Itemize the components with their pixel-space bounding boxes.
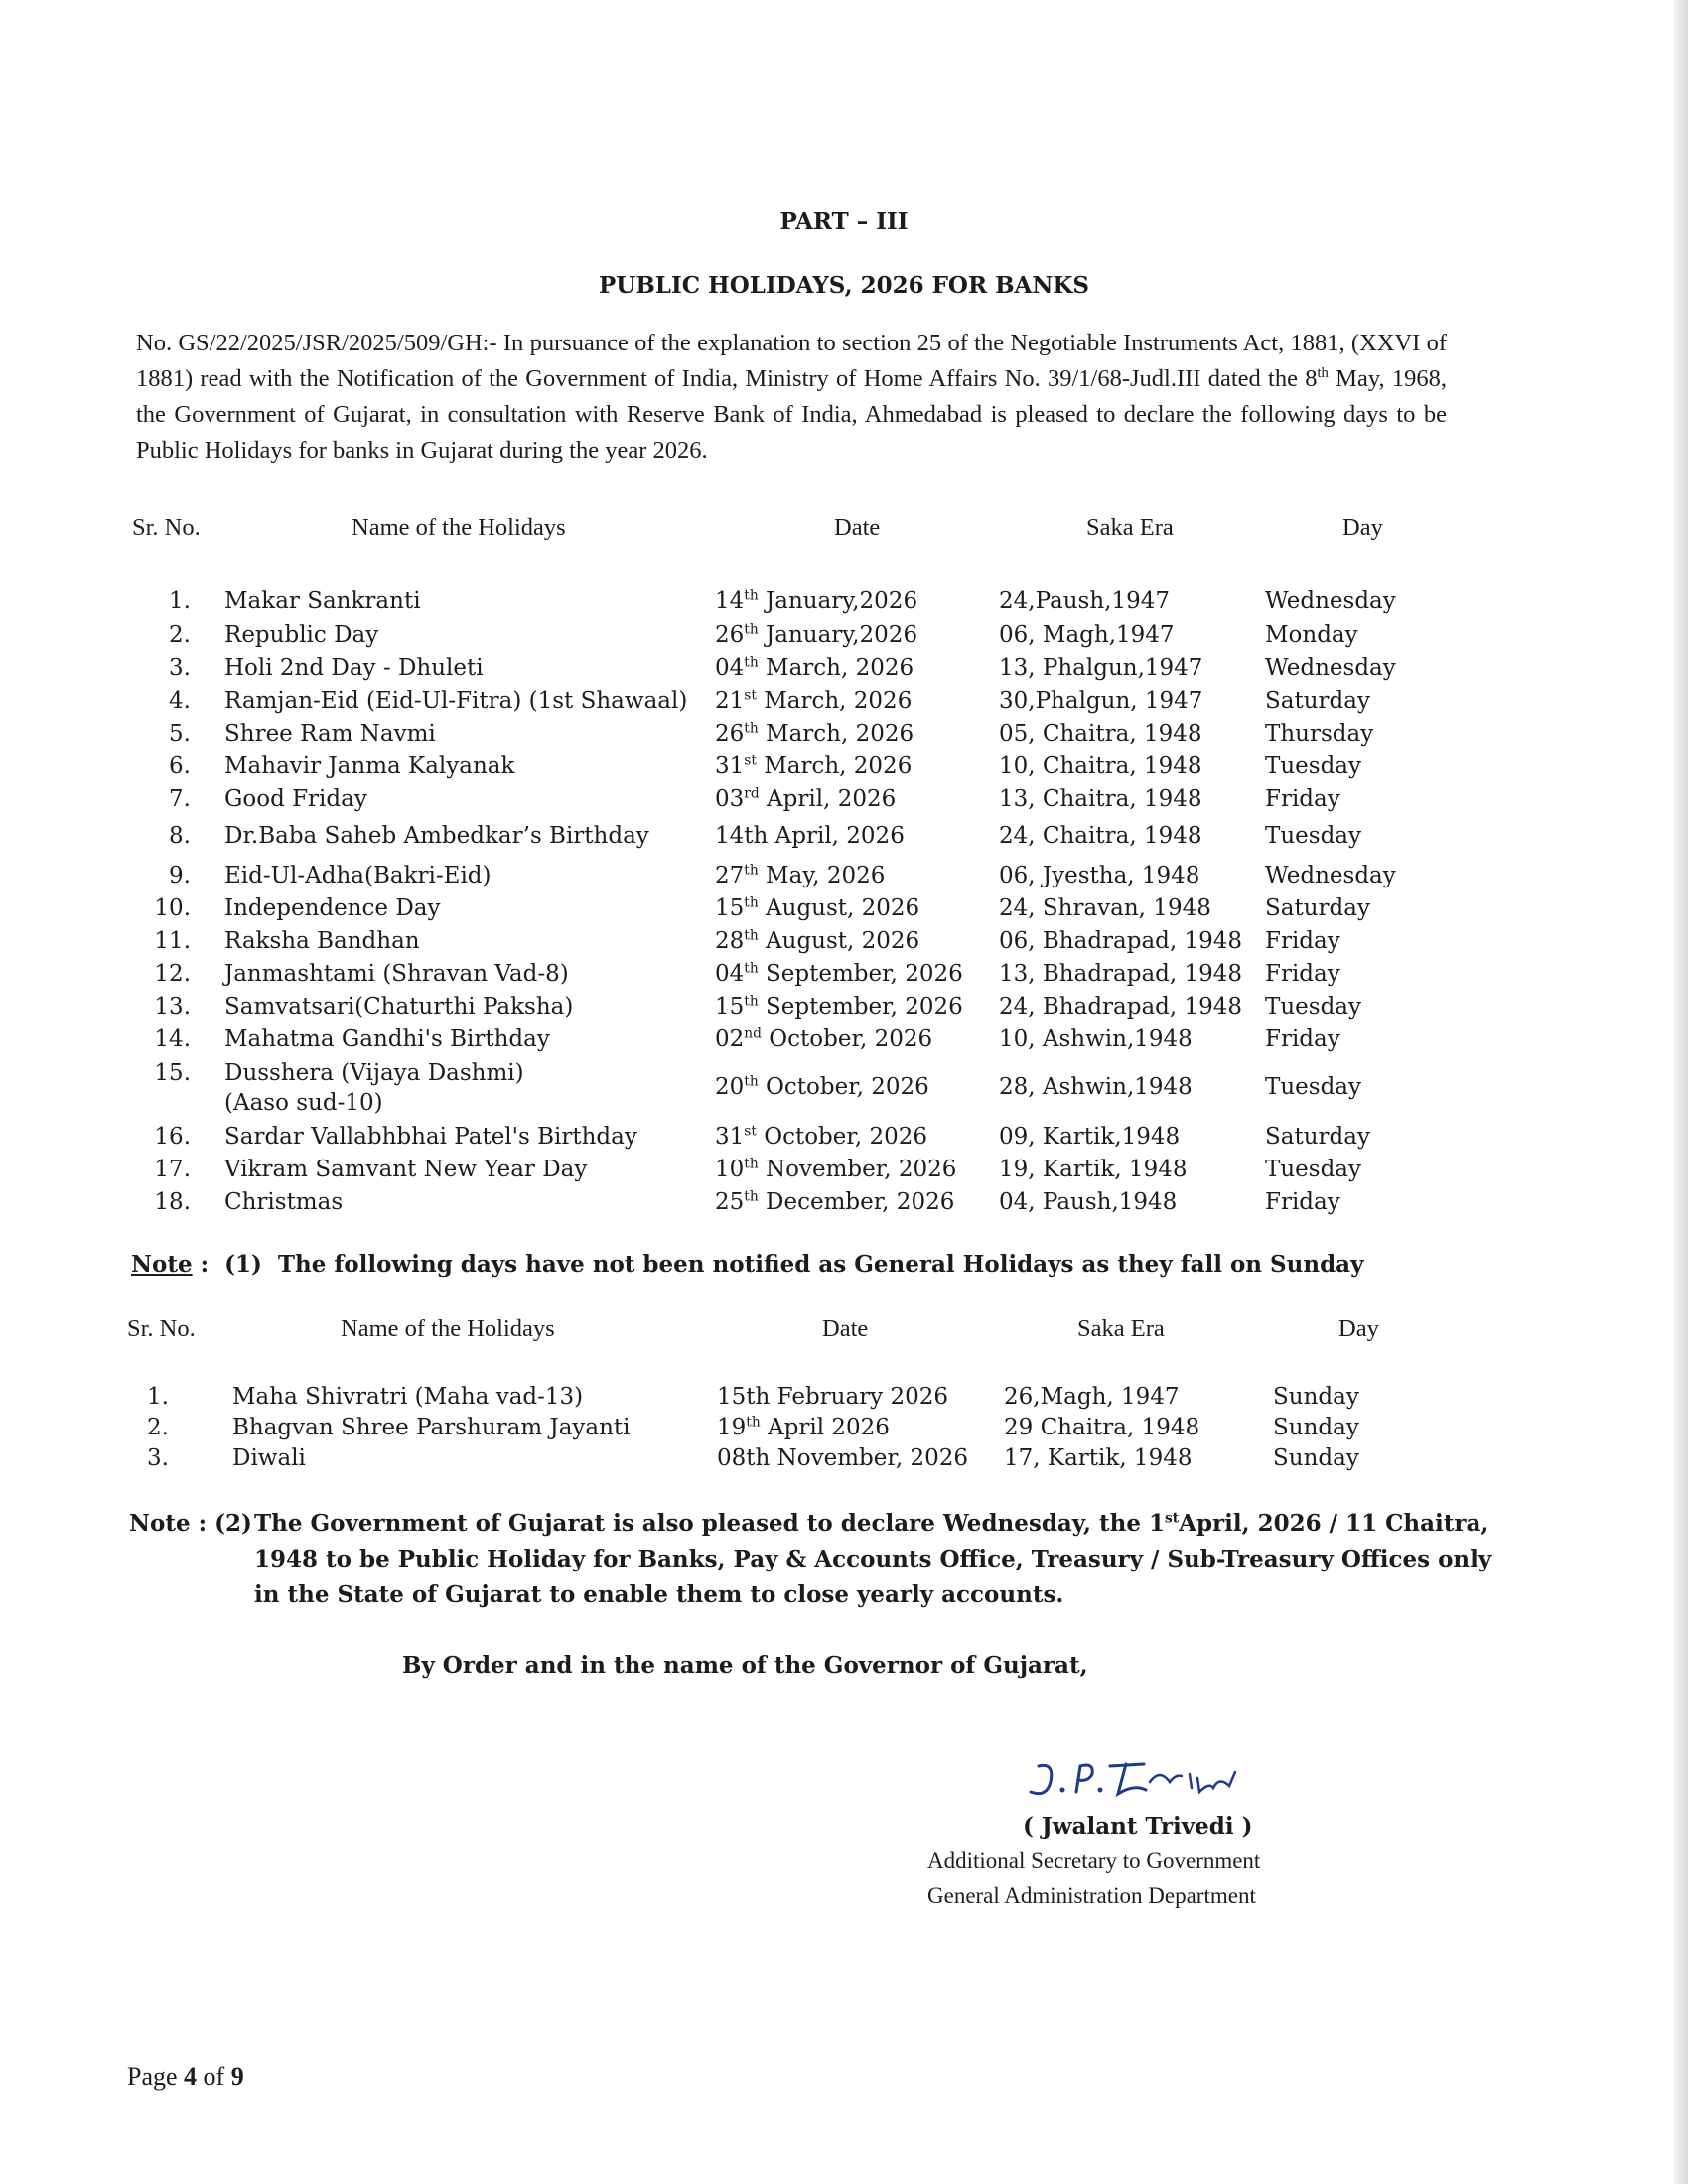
date-rest: January,2026 (758, 622, 918, 648)
note-2-label: Note : (2) (129, 1510, 252, 1537)
date-day: 27 (715, 863, 745, 888)
table-row-sr-no (129, 620, 191, 650)
weekday: Friday (1265, 786, 1340, 812)
table-row-saka-era (999, 751, 1201, 781)
table-row-sr-no (129, 719, 191, 749)
weekday: Wednesday (1265, 655, 1396, 681)
date-ordinal: th (744, 1188, 759, 1205)
table-row-saka-era (999, 784, 1201, 814)
sr-no: 14. (154, 1026, 191, 1052)
table-row-holiday (224, 751, 514, 781)
table-row-sr-no (129, 959, 191, 989)
date-day: 19 (717, 1415, 747, 1440)
table-row-holiday (224, 1187, 343, 1217)
date-day: 31 (715, 1124, 745, 1150)
table-row-date (715, 586, 917, 615)
sunday-header-date: Date (822, 1315, 869, 1342)
note-1-text: The following days have not been notified as General Holidays as they fall on Sunday (277, 1251, 1364, 1278)
table-row-day (1273, 1382, 1359, 1412)
holiday-name-line2: (Aaso sud-10) (224, 1090, 383, 1116)
date-rest: April 2026 (760, 1415, 890, 1440)
date-ordinal: rd (744, 785, 760, 802)
sr-no: 10. (154, 895, 191, 921)
table-row-saka-era (999, 893, 1211, 923)
holiday-name: Mahatma Gandhi's Birthday (224, 1026, 550, 1052)
table-row-date (715, 861, 885, 890)
table-row-day (1265, 821, 1361, 851)
sr-no: 6. (169, 753, 191, 779)
saka-era: 06, Jyestha, 1948 (999, 863, 1200, 888)
sr-no: 8. (169, 823, 191, 849)
sr-no: 18. (154, 1189, 191, 1215)
holiday-name: Makar Sankranti (224, 588, 421, 614)
table-row-day (1273, 1413, 1359, 1442)
weekday: Saturday (1265, 1124, 1370, 1150)
table-row-day (1265, 959, 1340, 989)
saka-era: 19, Kartik, 1948 (999, 1157, 1188, 1182)
table-row-sr-no (129, 893, 191, 923)
saka-era: 09, Kartik,1948 (999, 1124, 1181, 1150)
note-2 (129, 1506, 1499, 1613)
weekday: Tuesday (1265, 994, 1361, 1020)
date-day: 04 (715, 961, 745, 987)
date-rest: March, 2026 (758, 721, 914, 747)
date-rest: April, 2026 (759, 786, 897, 812)
table-row-date (715, 959, 963, 989)
saka-era: 10, Chaitra, 1948 (999, 753, 1202, 779)
date-day: 15 (715, 895, 745, 921)
sr-no: 1. (169, 588, 191, 614)
saka-era: 28, Ashwin,1948 (999, 1074, 1193, 1100)
date-ordinal: st (744, 1123, 757, 1140)
date-day: 03 (715, 786, 745, 812)
table-row-day (1265, 719, 1373, 749)
date-day: 28 (715, 928, 745, 954)
table-row-saka-era (999, 1187, 1177, 1217)
sr-no: 17. (154, 1157, 191, 1182)
part-heading: PART – III (779, 208, 909, 235)
date-rest: March, 2026 (758, 655, 914, 681)
table-row-day (1265, 751, 1361, 781)
table-row-date (715, 686, 912, 716)
date-day: 14 (715, 588, 745, 614)
holiday-name: Independence Day (224, 895, 441, 921)
holiday-name: Vikram Samvant New Year Day (224, 1157, 588, 1182)
table-row-saka-era (999, 1024, 1193, 1054)
sr-no: 11. (154, 928, 191, 954)
table-row-sr-no (129, 821, 191, 851)
weekday: Wednesday (1265, 863, 1396, 888)
weekday: Friday (1265, 1189, 1340, 1215)
table-row-day (1273, 1443, 1359, 1473)
note-2-body (254, 1506, 1499, 1613)
table-row-saka-era (999, 719, 1201, 749)
table-row-holiday (224, 821, 649, 851)
weekday: Saturday (1265, 895, 1370, 921)
holiday-name: Eid-Ul-Adha(Bakri-Eid) (224, 863, 492, 888)
table-row-day (1265, 861, 1396, 890)
saka-era: 29 Chaitra, 1948 (1004, 1415, 1200, 1440)
table-row-holiday (224, 1024, 550, 1054)
date-ordinal: th (746, 1414, 761, 1431)
date-ordinal: th (744, 1073, 759, 1090)
note-1 (131, 1251, 1363, 1278)
by-order-line: By Order and in the name of the Governor of Gujarat, (402, 1652, 1088, 1679)
main-header-saka: Saka Era (1086, 514, 1174, 541)
table-row-date (715, 719, 914, 749)
weekday: Sunday (1273, 1445, 1359, 1471)
note-2-text-end: April, 2026 / 11 Chaitra, 1948 to be Public Holiday for Banks, Pay & Accounts Office, Treasury / Sub-Treasury Offices only in the State of Gujarat to enable them to close yearly accounts. (254, 1510, 1492, 1608)
table-row-sr-no (129, 926, 191, 956)
page-edge-shadow (1674, 0, 1688, 2184)
sr-no: 16. (154, 1124, 191, 1150)
handwritten-signature (1021, 1752, 1279, 1812)
weekday: Sunday (1273, 1415, 1359, 1440)
saka-era: 06, Magh,1947 (999, 622, 1175, 648)
sunday-header-sr: Sr. No. (127, 1315, 196, 1342)
saka-era: 24, Shravan, 1948 (999, 895, 1211, 921)
date-day: 21 (715, 688, 745, 714)
note-2-text-start: The Government of Gujarat is also pleased to declare Wednesday, the 1 (254, 1510, 1165, 1537)
main-header-sr: Sr. No. (132, 514, 201, 541)
weekday: Friday (1265, 1026, 1340, 1052)
intro-text-end: May, 1968, the Government of Gujarat, in consultation with Reserve Bank of India, Ahmedabad is pleased to declare the following days to be Public Holidays for banks in Gujarat during the year 2026. (136, 365, 1447, 464)
sr-no: 3. (147, 1445, 169, 1471)
table-row-date (717, 1443, 968, 1473)
sr-no: 7. (169, 786, 191, 812)
date-ordinal: th (744, 621, 759, 638)
table-row-saka-era (999, 992, 1242, 1022)
table-row-sr-no (129, 1413, 169, 1442)
table-row-date (715, 1024, 932, 1054)
holiday-name: Ramjan-Eid (Eid-Ul-Fitra) (1st Shawaal) (224, 688, 688, 714)
holiday-name: Holi 2nd Day - Dhuleti (224, 655, 484, 681)
date-ordinal: st (744, 687, 757, 704)
table-row-day (1265, 686, 1370, 716)
table-row-holiday (224, 653, 484, 683)
table-row-holiday (224, 784, 367, 814)
sr-no: 4. (169, 688, 191, 714)
table-row-saka-era (999, 926, 1242, 956)
page-current: 4 (184, 2062, 198, 2091)
holiday-name: Mahavir Janma Kalyanak (224, 753, 515, 779)
sr-no: 12. (154, 961, 191, 987)
page-number (127, 2062, 244, 2092)
date-ordinal: th (744, 960, 759, 977)
table-row-date (717, 1413, 890, 1442)
table-row-day (1265, 1155, 1361, 1184)
date-ordinal: st (744, 752, 757, 769)
date-ordinal: th (744, 927, 759, 944)
table-row-date (715, 1155, 956, 1184)
table-row-saka-era (999, 686, 1202, 716)
table-row-holiday (232, 1413, 631, 1442)
date-rest: October, 2026 (758, 1074, 929, 1100)
document-title: PUBLIC HOLIDAYS, 2026 FOR BANKS (598, 272, 1090, 299)
date-day: 26 (715, 721, 745, 747)
date-ordinal: th (744, 894, 759, 911)
holiday-name: Raksha Bandhan (224, 928, 420, 954)
holiday-name: Janmashtami (Shravan Vad-8) (224, 961, 569, 987)
date-rest: January,2026 (758, 588, 918, 614)
table-row-date (715, 620, 917, 650)
date-day: 14th April, 2026 (715, 823, 905, 849)
sr-no: 1. (147, 1384, 169, 1410)
date-day: 25 (715, 1189, 745, 1215)
sr-no: 2. (169, 622, 191, 648)
date-ordinal: th (744, 862, 759, 879)
date-ordinal: th (744, 654, 759, 671)
intro-ordinal: th (1317, 364, 1329, 381)
date-rest: September, 2026 (758, 961, 963, 987)
date-rest: September, 2026 (758, 994, 963, 1020)
date-rest: December, 2026 (758, 1189, 955, 1215)
table-row-holiday (224, 1058, 524, 1118)
weekday: Tuesday (1265, 1074, 1361, 1100)
table-row-saka-era (999, 653, 1202, 683)
saka-era: 26,Magh, 1947 (1004, 1384, 1180, 1410)
holiday-name: Bhagvan Shree Parshuram Jayanti (232, 1415, 631, 1440)
table-row-date (715, 926, 919, 956)
table-row-date (715, 1187, 954, 1217)
table-row-sr-no (129, 1382, 169, 1412)
date-day: 10 (715, 1157, 745, 1182)
date-day: 26 (715, 622, 745, 648)
holiday-name: Sardar Vallabhbhai Patel's Birthday (224, 1124, 637, 1150)
holiday-name: Samvatsari(Chaturthi Paksha) (224, 994, 574, 1020)
table-row-sr-no (129, 1155, 191, 1184)
table-row-sr-no (129, 686, 191, 716)
table-row-saka-era (999, 620, 1175, 650)
table-row-saka-era (999, 1072, 1193, 1102)
table-row-saka-era (999, 1122, 1180, 1152)
sunday-header-name: Name of the Holidays (341, 1315, 555, 1342)
table-row-holiday (224, 893, 440, 923)
table-row-saka-era (1004, 1413, 1199, 1442)
date-rest: October, 2026 (762, 1026, 933, 1052)
weekday: Wednesday (1265, 588, 1396, 614)
table-row-sr-no (129, 751, 191, 781)
weekday: Tuesday (1265, 823, 1361, 849)
table-row-holiday (224, 586, 421, 615)
date-ordinal: th (744, 587, 759, 604)
note-1-label: Note (131, 1251, 193, 1278)
sr-no: 9. (169, 863, 191, 888)
table-row-sr-no (129, 861, 191, 890)
table-row-date (715, 751, 912, 781)
intro-paragraph (136, 326, 1447, 469)
table-row-holiday (224, 620, 378, 650)
date-ordinal: th (744, 720, 759, 737)
table-row-sr-no (129, 653, 191, 683)
saka-era: 05, Chaitra, 1948 (999, 721, 1202, 747)
table-row-saka-era (999, 959, 1242, 989)
table-row-date (715, 1122, 927, 1152)
table-row-sr-no (129, 1187, 191, 1217)
table-row-day (1265, 653, 1396, 683)
table-row-holiday (224, 992, 573, 1022)
holiday-name: Good Friday (224, 786, 367, 812)
holiday-name: Republic Day (224, 622, 379, 648)
table-row-saka-era (999, 1155, 1187, 1184)
table-row-sr-no (129, 992, 191, 1022)
date-rest: August, 2026 (758, 928, 920, 954)
table-row-holiday (224, 686, 687, 716)
holiday-name: Dr.Baba Saheb Ambedkar’s Birthday (224, 823, 649, 849)
table-row-holiday (224, 861, 492, 890)
sr-no: 15. (154, 1060, 191, 1086)
table-row-sr-no (129, 1024, 191, 1054)
table-row-holiday (224, 926, 420, 956)
main-header-day: Day (1342, 514, 1383, 541)
sunday-header-saka: Saka Era (1077, 1315, 1165, 1342)
signatory-title: Additional Secretary to Government (927, 1848, 1261, 1873)
note-1-number: : (1) (192, 1251, 278, 1278)
date-day: 08th November, 2026 (717, 1445, 968, 1471)
saka-era: 10, Ashwin,1948 (999, 1026, 1193, 1052)
date-rest: May, 2026 (758, 863, 886, 888)
sr-no: 5. (169, 721, 191, 747)
holiday-name: Christmas (224, 1189, 344, 1215)
main-header-date: Date (834, 514, 881, 541)
table-row-date (715, 1072, 929, 1102)
table-row-day (1265, 1187, 1340, 1217)
table-row-day (1265, 893, 1370, 923)
date-rest: August, 2026 (758, 895, 920, 921)
weekday: Tuesday (1265, 1157, 1361, 1182)
date-ordinal: nd (744, 1025, 762, 1042)
saka-era: 24,Paush,1947 (999, 588, 1171, 614)
table-row-holiday (232, 1443, 306, 1473)
date-rest: March, 2026 (756, 753, 913, 779)
weekday: Monday (1265, 622, 1358, 648)
saka-era: 17, Kartik, 1948 (1004, 1445, 1193, 1471)
sr-no: 13. (154, 994, 191, 1020)
note-2-ordinal: st (1164, 1510, 1180, 1527)
weekday: Sunday (1273, 1384, 1359, 1410)
table-row-day (1265, 1024, 1340, 1054)
date-day: 15th February 2026 (717, 1384, 949, 1410)
saka-era: 04, Paush,1948 (999, 1189, 1178, 1215)
table-row-day (1265, 586, 1396, 615)
intro-text-start: No. GS/22/2025/JSR/2025/509/GH:- In pursuance of the explanation to section 25 of the Negotiable Instruments Act, 1881, (XXVI of 1881) read with the Notification of the Government of India, Ministry of Home Affairs No. 39/1/68-Judl.III dated the 8 (136, 330, 1447, 392)
date-rest: October, 2026 (756, 1124, 928, 1150)
sr-no: 2. (147, 1415, 169, 1440)
page-total: 9 (230, 2062, 244, 2091)
weekday: Friday (1265, 928, 1340, 954)
saka-era: 13, Chaitra, 1948 (999, 786, 1202, 812)
table-row-date (717, 1382, 948, 1412)
weekday: Friday (1265, 961, 1340, 987)
weekday: Thursday (1265, 721, 1374, 747)
saka-era: 24, Chaitra, 1948 (999, 823, 1202, 849)
saka-era: 06, Bhadrapad, 1948 (999, 928, 1243, 954)
table-row-day (1265, 992, 1361, 1022)
table-row-sr-no (129, 1122, 191, 1152)
table-row-sr-no (129, 1058, 191, 1088)
table-row-day (1265, 1072, 1361, 1102)
table-row-holiday (224, 1122, 637, 1152)
date-day: 20 (715, 1074, 745, 1100)
saka-era: 13, Bhadrapad, 1948 (999, 961, 1243, 987)
saka-era: 24, Bhadrapad, 1948 (999, 994, 1243, 1020)
table-row-holiday (224, 719, 436, 749)
table-row-holiday (232, 1382, 583, 1412)
table-row-sr-no (129, 586, 191, 615)
table-row-date (715, 784, 896, 814)
table-row-date (715, 821, 905, 851)
signatory-name: ( Jwalant Trivedi ) (1023, 1813, 1253, 1840)
page-mid: of (197, 2062, 231, 2091)
table-row-saka-era (999, 586, 1170, 615)
table-row-day (1265, 620, 1358, 650)
weekday: Tuesday (1265, 753, 1361, 779)
sr-no: 3. (169, 655, 191, 681)
table-row-saka-era (1004, 1382, 1180, 1412)
main-header-name: Name of the Holidays (352, 514, 566, 541)
page-prefix: Page (127, 2062, 185, 2091)
table-row-saka-era (999, 861, 1199, 890)
table-row-sr-no (129, 784, 191, 814)
date-rest: March, 2026 (756, 688, 913, 714)
holiday-name: Diwali (232, 1445, 306, 1471)
table-row-day (1265, 1122, 1370, 1152)
sunday-header-day: Day (1338, 1315, 1379, 1342)
date-day: 04 (715, 655, 745, 681)
table-row-day (1265, 926, 1340, 956)
holiday-name: Shree Ram Navmi (224, 721, 436, 747)
date-ordinal: th (744, 1156, 759, 1172)
saka-era: 13, Phalgun,1947 (999, 655, 1203, 681)
table-row-date (715, 893, 919, 923)
signatory-department: General Administration Department (927, 1883, 1256, 1908)
table-row-sr-no (129, 1443, 169, 1473)
date-rest: November, 2026 (758, 1157, 957, 1182)
table-row-holiday (224, 959, 569, 989)
table-row-day (1265, 784, 1340, 814)
date-day: 02 (715, 1026, 745, 1052)
holiday-name: Dusshera (Vijaya Dashmi) (224, 1060, 524, 1086)
date-ordinal: th (744, 993, 759, 1010)
holiday-name: Maha Shivratri (Maha vad-13) (232, 1384, 584, 1410)
table-row-date (715, 992, 963, 1022)
date-day: 15 (715, 994, 745, 1020)
date-day: 31 (715, 753, 745, 779)
table-row-saka-era (999, 821, 1201, 851)
saka-era: 30,Phalgun, 1947 (999, 688, 1203, 714)
table-row-saka-era (1004, 1443, 1192, 1473)
table-row-holiday (224, 1155, 587, 1184)
weekday: Saturday (1265, 688, 1370, 714)
table-row-date (715, 653, 914, 683)
